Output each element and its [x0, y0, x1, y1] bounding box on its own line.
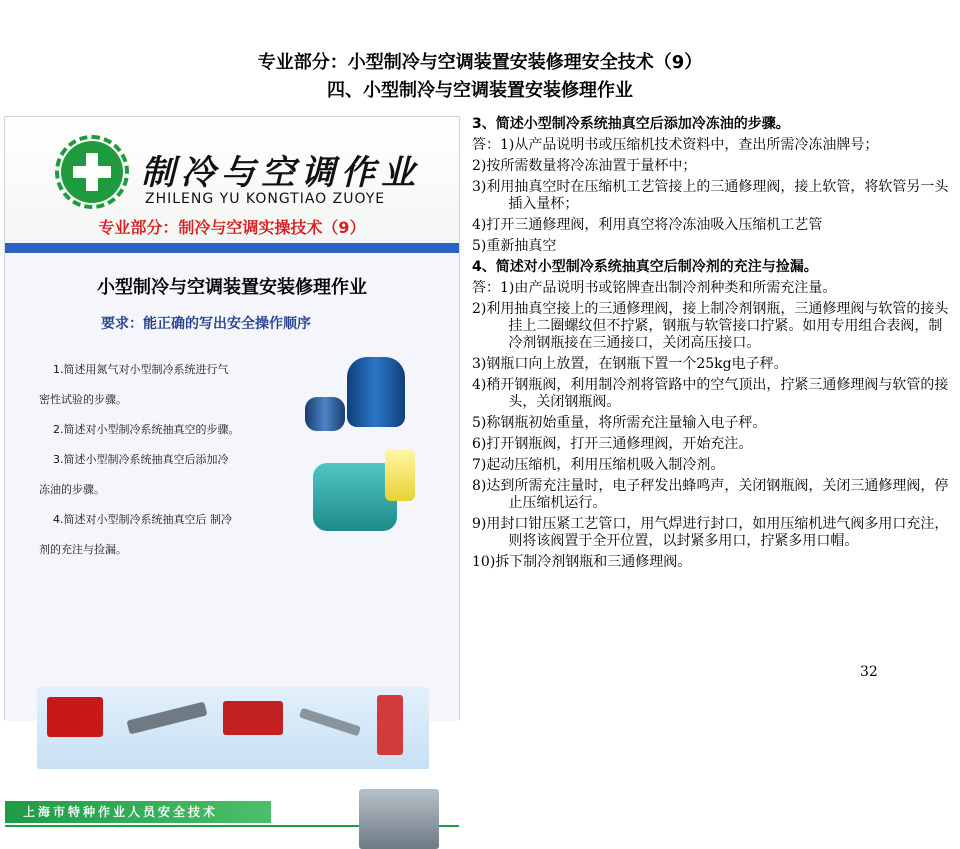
q4-step: 9)用封口钳压紧工艺管口，用气焊进行封口，如用压缩机进气阀多用口充注，则将该阀置于全开位置，以封紧多用口，拧紧多用口帽。 — [472, 516, 949, 549]
cover-subtitle: 专业部分：制冷与空调实操技术（9） — [98, 218, 366, 237]
cover-heading: 小型制冷与空调装置安装修理作业 — [97, 277, 367, 298]
q4-step: 3)钢瓶口向上放置，在钢瓶下置一个25kg电子秤。 — [472, 356, 788, 372]
q4-step: 4)稍开钢瓶阀，利用制冷剂将管路中的空气顶出，拧紧三通修理阀与软管的接头，关闭钢瓶阀。 — [472, 377, 949, 410]
q4-step: 10)拆下制冷剂钢瓶和三通修理阀。 — [472, 554, 692, 570]
cover-item: 3.简述小型制冷系统抽真空后添加冷 — [53, 453, 229, 466]
blue-divider — [5, 243, 459, 253]
cover-requirement: 要求：能正确的写出安全操作顺序 — [101, 316, 311, 332]
cover-item: 4.简述对小型制冷系统抽真空后 制冷 — [53, 513, 232, 526]
cover-item: 冻油的步骤。 — [39, 483, 105, 496]
question-3-heading: 3、简述小型制冷系统抽真空后添加冷冻油的步骤。 — [472, 116, 790, 132]
q4-step: 2)利用抽真空接上的三通修理阀，接上制冷剂钢瓶，三通修理阀与软管的接头挂上二圈螺纹但不拧紧，钢瓶与软管接口拧紧。如用专用组合表阀，制冷剂钢瓶接在三通接口，关闭高压接口。 — [472, 301, 949, 351]
q3-step: 答：1)从产品说明书或压缩机技术资料中，查出所需冷冻油牌号； — [472, 137, 879, 153]
brand-chinese: 制冷与空调作业 — [141, 153, 421, 193]
question-4-heading: 4、简述对小型制冷系统抽真空后制冷剂的充注与捡漏。 — [472, 259, 818, 275]
q4-step: 5)称钢瓶初始重量，将所需充注量输入电子秤。 — [472, 415, 767, 431]
tools-photo — [37, 687, 429, 769]
brand-english: ZHILENG YU KONGTIAO ZUOYE — [145, 191, 386, 207]
safety-cross-logo-icon — [61, 141, 123, 203]
q4-step: 6)打开钢瓶阀，打开三通修理阀，开始充注。 — [472, 436, 753, 452]
q4-step: 7)起动压缩机，利用压缩机吸入制冷剂。 — [472, 457, 725, 473]
compressor-icon — [347, 357, 405, 427]
toolbox-icon — [47, 697, 103, 737]
answer-text — [472, 116, 956, 575]
cover-item: 2.简述对小型制冷系统抽真空的步骤。 — [53, 423, 240, 436]
pipe-cutter-icon — [126, 702, 207, 735]
leak-detector-icon — [377, 695, 403, 755]
cover-item: 剂的充注与捡漏。 — [39, 543, 127, 556]
cover-footer: 上海市特种作业人员安全技术 — [5, 801, 271, 823]
cover-header — [5, 117, 459, 249]
q3-step: 2)按所需数量将冷冻油置于量杯中； — [472, 158, 697, 174]
cover-item: 1.简述用氮气对小型制冷系统进行气 — [53, 363, 229, 376]
slide-title: 专业部分：小型制冷与空调装置安装修理安全技术（9） — [257, 52, 703, 73]
oil-tank-icon — [385, 449, 415, 501]
q4-step: 答：1)由产品说明书或铭牌查出制冷剂种类和所需充注量。 — [472, 280, 837, 296]
slide-subtitle: 四、小型制冷与空调装置安装修理作业 — [327, 80, 633, 101]
pliers-icon — [299, 708, 361, 737]
flaring-kit-icon — [223, 701, 283, 735]
cover-body — [5, 253, 459, 819]
cover-item: 密性试验的步骤。 — [39, 393, 127, 406]
small-compressor-icon — [305, 397, 345, 431]
q3-step: 5)重新抽真空 — [472, 238, 557, 254]
page-number: 32 — [860, 664, 878, 680]
q4-step: 8)达到所需充注量时，电子秤发出蜂鸣声，关闭钢瓶阀，关闭三通修理阀，停止压缩机运行。 — [472, 478, 949, 511]
q3-step: 4)打开三通修理阀，利用真空将冷冻油吸入压缩机工艺管 — [472, 217, 823, 233]
cover-image — [4, 116, 460, 819]
chiller-unit-icon — [359, 789, 439, 849]
q3-step: 3)利用抽真空时在压缩机工艺管接上的三通修理阀，接上软管，将软管另一头插入量杯； — [472, 179, 949, 212]
